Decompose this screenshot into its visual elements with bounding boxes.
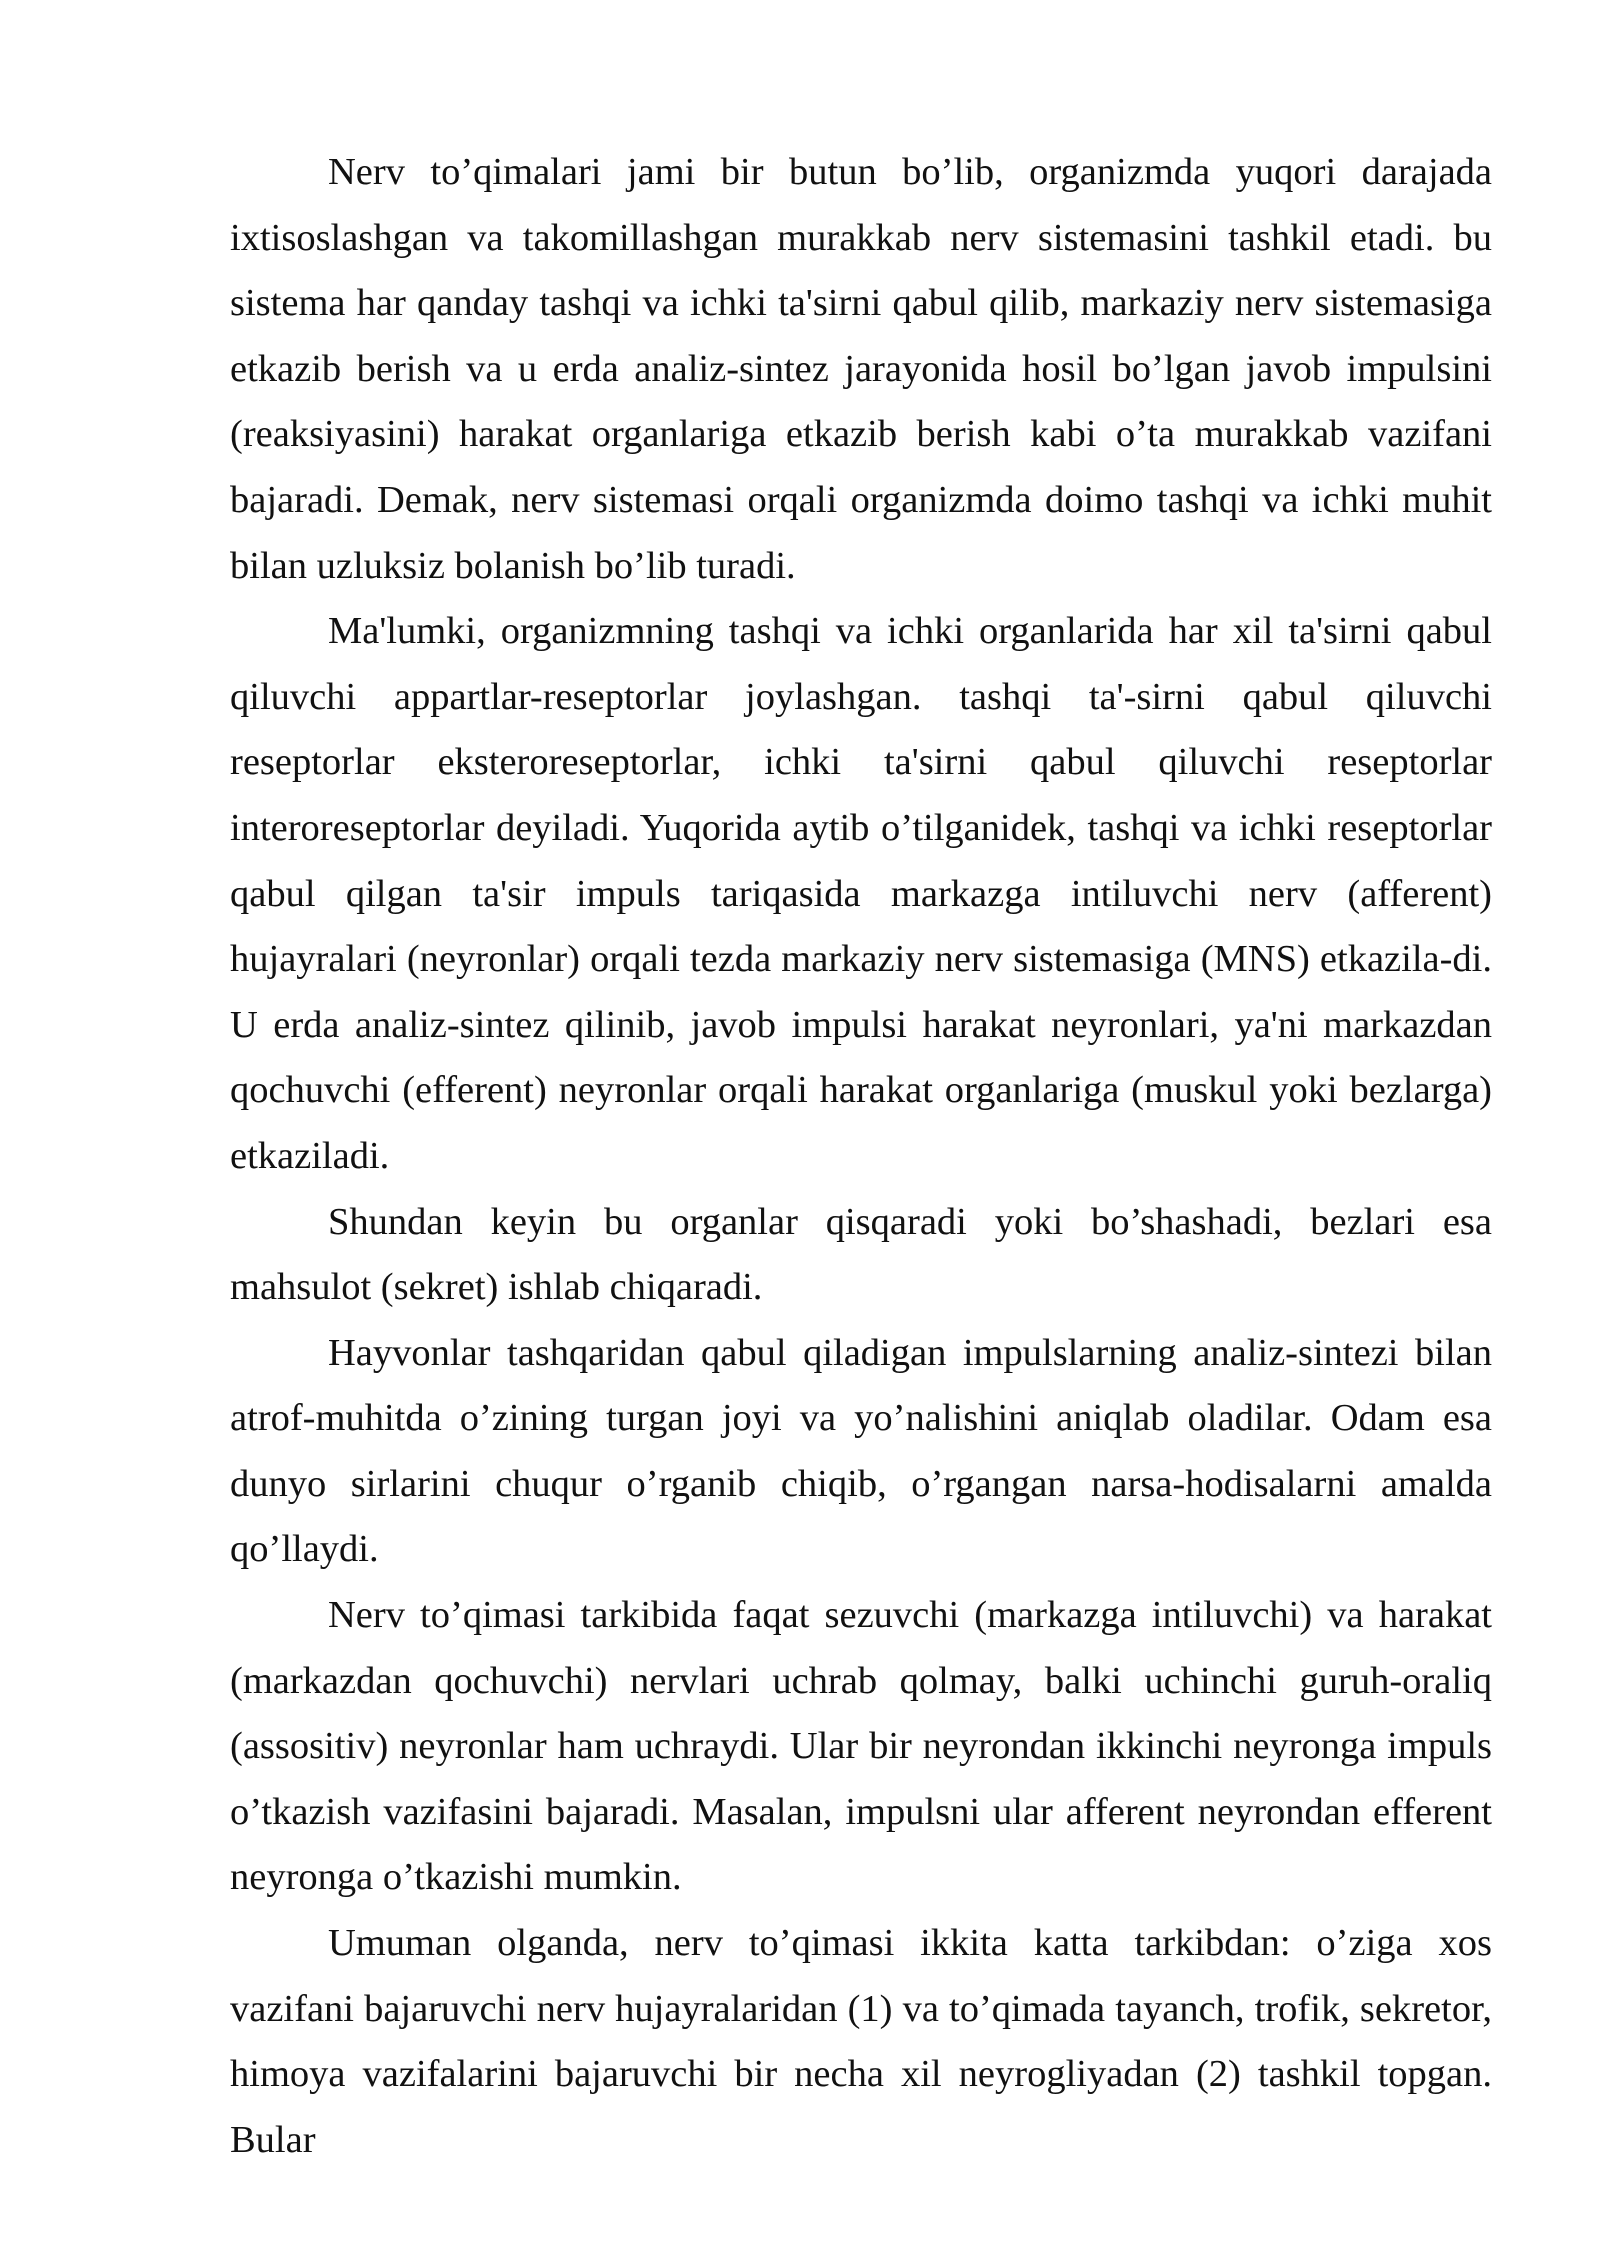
paragraph-6: Umuman olganda, nerv to’qimasi ikkita katta tarkibdan: o’ziga xos vazifani bajaruvchi nerv hujayralaridan (1) va to’qimada tayanch, trofik, sekretor, himoya vazifalarini bajaruvchi bir necha xil neyrogliyadan (2) tashkil topgan. Bular xyxy=(230,1922,1492,2161)
paragraph-5: Nerv to’qimasi tarkibida faqat sezuvchi (markazga intiluvchi) va harakat (markazdan qochuvchi) nervlari uchrab qolmay, balki uchinchi guruh-oraliq (assositiv) neyronlar ham uchraydi. Ular bir neyrondan ikkinchi neyronga impuls o’tkazish vazifasini bajaradi. Masalan, impulsni ular afferent neyrondan efferent neyronga o’tkazishi mumkin. xyxy=(230,1594,1492,1899)
paragraph-1: Nerv to’qimalari jami bir butun bo’lib, organizmda yuqori darajada ixtisoslashgan va takomillashgan murakkab nerv sistemasini tashkil etadi. bu sistema har qanday tashqi va ichki ta'sirni qabul qilib, markaziy nerv sistemasiga etkazib berish va u erda analiz-sintez jarayonida hosil bo’lgan javob impulsini (reaksiyasini) harakat organlariga etkazib berish kabi o’ta murakkab vazifani bajaradi. Demak, nerv sistemasi orqali organizmda doimo tashqi va ichki muhit bilan uzluksiz bolanish bo’lib turadi. xyxy=(230,151,1492,587)
paragraph-2: Ma'lumki, organizmning tashqi va ichki organlarida har xil ta'sirni qabul qiluvchi appartlar-reseptorlar joylashgan. tashqi ta'-sirni qabul qiluvchi reseptorlar eksteroreseptorlar, ichki ta'sirni qabul qiluvchi reseptorlar interoreseptorlar deyiladi. Yuqorida aytib o’tilganidek, tashqi va ichki reseptorlar qabul qilgan ta'sir impuls tariqasida markazga intiluvchi nerv (afferent) hujayralari (neyronlar) orqali tezda markaziy nerv sistemasiga (MNS) etkazila-di. U erda analiz-sintez qilinib, javob impulsi harakat neyronlari, ya'ni markazdan qochuvchi (efferent) neyronlar orqali harakat organlariga (muskul yoki bezlarga) etkaziladi. xyxy=(230,610,1492,1177)
document-page xyxy=(230,140,1492,2173)
paragraph-4: Hayvonlar tashqaridan qabul qiladigan impulslarning analiz-sintezi bilan atrof-muhitda o’zining turgan joyi va yo’nalishini aniqlab oladilar. Odam esa dunyo sirlarini chuqur o’rganib chiqib, o’rgangan narsa-hodisalarni amalda qo’llaydi. xyxy=(230,1331,1492,1571)
paragraph-3: Shundan keyin bu organlar qisqaradi yoki bo’shashadi, bezlari esa mahsulot (sekret) ishlab chiqaradi. xyxy=(230,1200,1492,1309)
